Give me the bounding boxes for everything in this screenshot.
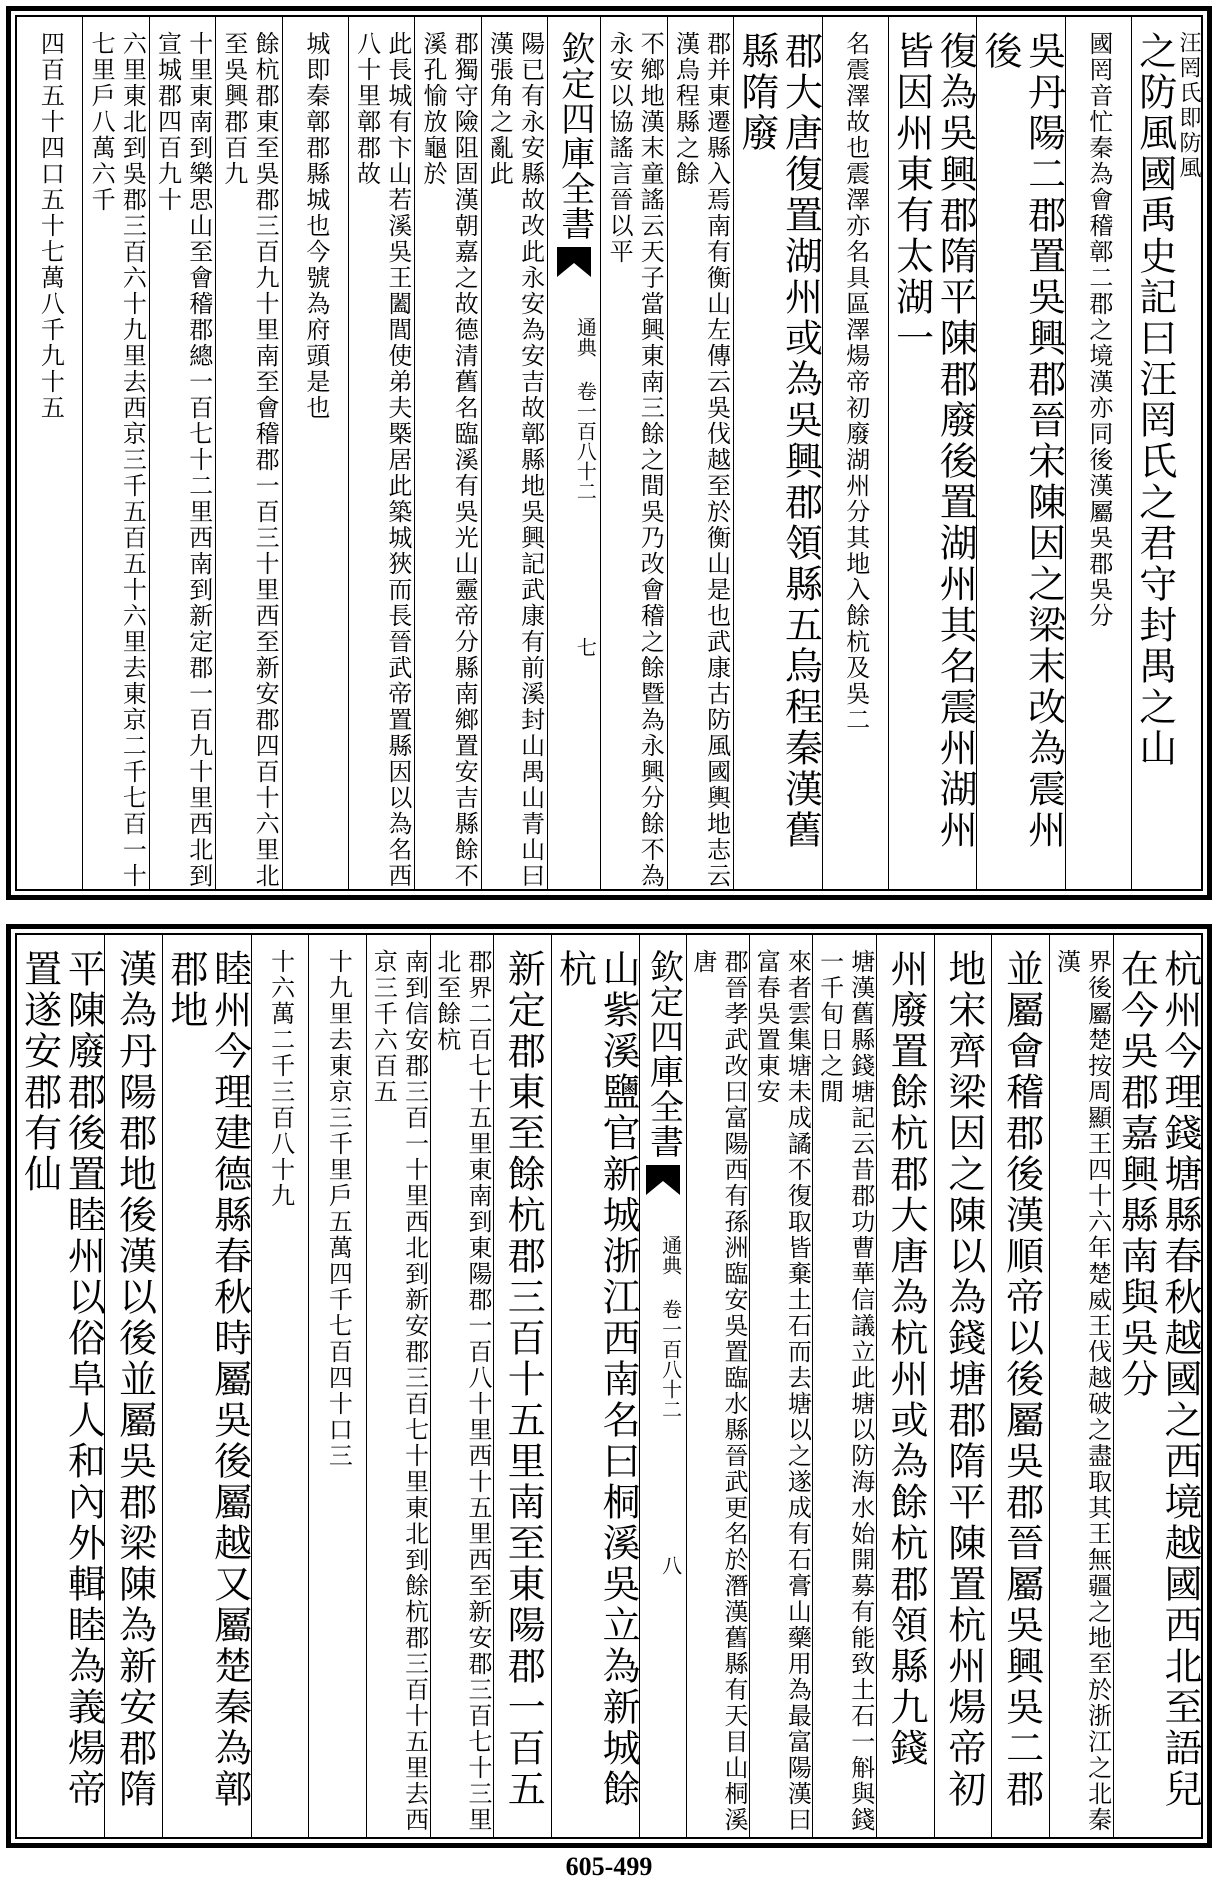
column-text: 漢為丹陽郡地後漢以後並屬吳郡梁陳為新安郡隋 xyxy=(112,949,157,1810)
text-column xyxy=(1131,17,1201,889)
column-text: 此長城有卞山若溪吳王闔閭使弟夫槩居此築城狹而長晉武帝置縣因以為名西八十里鄣郡故 xyxy=(352,31,412,889)
text-column xyxy=(17,17,82,889)
column-text: 六里東北到吳郡三百六十九里去西京三千五百五十六里去東京二千七百一十七里戶八萬六千 xyxy=(87,31,147,889)
top-column-grid xyxy=(15,15,1203,891)
column-text: 吳丹陽二郡置吳興郡晉宋陳因之梁末改為震州後 xyxy=(977,31,1066,851)
column-annotation: 汪罔氏即防風 xyxy=(1176,31,1201,181)
text-column xyxy=(82,17,148,889)
column-text: 名震澤故也震澤亦名具區澤煬帝初廢湖州分其地入餘杭及吳二 xyxy=(841,31,870,733)
text-column xyxy=(215,17,281,889)
column-text: 杭州今理錢塘縣春秋越國之西境越國西北至語兒在今吳郡嘉興縣南與吳分 xyxy=(1114,949,1202,1810)
text-column xyxy=(1065,17,1131,889)
text-column xyxy=(282,17,348,889)
text-column xyxy=(749,935,812,1837)
running-header-title: 欽定四庫全書 xyxy=(554,31,595,241)
column-text: 餘杭郡東至吳郡三百九十里南至會稽郡一百三十里西至新安郡四百十六里北至吳興郡百九 xyxy=(219,31,280,889)
column-text: 並屬會稽郡後漢順帝以後屬吳郡晉屬吳興吳二郡 xyxy=(999,949,1044,1810)
text-column xyxy=(667,17,733,889)
column-text: 州廢置餘杭郡大唐為杭州或為餘杭郡領縣九錢 xyxy=(884,949,929,1769)
column-text: 陽已有永安縣故改此永安為安吉故鄣縣地吳興記武康有前溪封山禺山青山曰漢張角之亂此 xyxy=(485,31,545,889)
bottom-page-panel xyxy=(6,924,1212,1848)
column-text: 郡并東遷縣入焉南有衡山左傳云吳伐越至於衡山是也武康古防風國輿地志云漢烏程縣之餘 xyxy=(671,31,731,889)
column-text: 平陳廢郡後置睦州以俗阜人和內外輯睦為義煬帝置遂安郡有仙 xyxy=(17,949,106,1810)
text-column xyxy=(876,935,934,1837)
text-column xyxy=(991,935,1049,1837)
text-column xyxy=(149,17,215,889)
column-text: 之防風國禹史記曰汪罔氏之君守封禺之山 xyxy=(1132,31,1177,769)
text-column xyxy=(1113,935,1201,1837)
page-number: 605-499 xyxy=(565,1852,653,1881)
text-column xyxy=(1049,935,1112,1837)
fish-tail-marker-icon xyxy=(557,247,591,277)
column-text: 新定郡東至餘杭郡三百十五里南至東陽郡一百五 xyxy=(501,949,546,1810)
text-column xyxy=(366,935,429,1837)
column-text: 南到信安郡三百一十里西北到新安郡三百七十里東北到餘杭郡三百十五里去西京三千六百五 xyxy=(369,949,429,1833)
column-text: 郡獨守險阻固漢朝嘉之故德清舊名臨溪有吳光山靈帝分縣南鄉置安吉縣餘不溪孔愉放龜於 xyxy=(419,31,479,889)
column-text: 山紫溪鹽官新城浙江西南名曰桐溪吳立為新城餘杭 xyxy=(552,949,641,1810)
text-column xyxy=(600,17,666,889)
column-text: 郡界二百七十五里東南到東陽郡一百八十里西十五里西至新安郡三百七十三里北至餘杭 xyxy=(432,949,492,1833)
text-column xyxy=(551,935,639,1837)
column-text: 地宋齊梁因之陳以為錢塘郡隋平陳置杭州煬帝初 xyxy=(941,949,986,1810)
text-column xyxy=(888,17,976,889)
column-text: 不鄉地漢末童謠云天子當興東南三餘之間吳乃改會稽之餘暨為永興分餘不為永安以協謠言晉以平 xyxy=(605,31,665,889)
text-column xyxy=(308,935,366,1837)
top-page-panel xyxy=(6,6,1212,900)
column-text: 四百五十四口五十七萬八千九十五 xyxy=(36,31,65,421)
text-column xyxy=(348,17,414,889)
leaf-number: 七 xyxy=(573,637,598,657)
column-text: 來者雲集塘未成譎不復取皆棄土石而去塘以之遂成有石膏山藥用為最富陽漢曰富春吳置東安 xyxy=(752,949,812,1833)
column-text: 十六萬二千三百八十九 xyxy=(266,949,295,1209)
text-column xyxy=(733,17,821,889)
column-text: 復為吳興郡隋平陳郡廢後置湖州其名震州湖州皆因州東有太湖一 xyxy=(889,31,978,851)
text-column xyxy=(976,17,1064,889)
fish-tail-marker-icon xyxy=(646,1165,680,1195)
volume-label: 通典 卷一百八十二 xyxy=(573,317,598,501)
text-column xyxy=(414,17,480,889)
running-header-column xyxy=(547,17,600,889)
column-text: 十里東南到樂思山至會稽郡總一百七十二里西南到新定郡一百九十里西北到宣城郡四百九十 xyxy=(153,31,213,889)
running-header-title: 欽定四庫全書 xyxy=(643,949,684,1159)
leaf-number: 八 xyxy=(658,1555,683,1575)
column-text: 郡晉孝武改曰富陽西有孫洲臨安吳置臨水縣晉武更名於潛漢舊縣有天目山桐溪唐 xyxy=(688,949,749,1833)
column-text: 城即秦鄣郡縣城也今號為府頭是也 xyxy=(301,31,330,421)
column-text: 郡大唐復置湖州或為吳興郡領縣五烏程秦漢舊縣隋廢 xyxy=(734,31,823,851)
running-header-column xyxy=(639,935,685,1837)
text-column xyxy=(481,17,547,889)
column-text: 塘漢舊縣錢塘記云昔郡功曹華信議立此塘以防海水始開募有能致土石一斛與錢一千旬日之閒 xyxy=(815,949,875,1833)
text-column xyxy=(162,935,250,1837)
column-text: 界後屬楚按周顯王四十六年楚威王伐越破之盡取其王無疆之地至於浙江之北秦漢 xyxy=(1052,949,1112,1833)
text-column xyxy=(934,935,992,1837)
text-column xyxy=(686,935,749,1837)
text-column xyxy=(251,935,309,1837)
column-text: 睦州今理建德縣春秋時屬吳後屬越又屬楚秦為鄣郡地 xyxy=(163,949,252,1810)
text-column xyxy=(812,935,875,1837)
volume-label: 通典 卷一百八十二 xyxy=(658,1235,683,1419)
text-column xyxy=(104,935,162,1837)
text-column xyxy=(430,935,493,1837)
text-column xyxy=(822,17,888,889)
text-column xyxy=(17,935,104,1837)
text-column xyxy=(493,935,551,1837)
column-text: 十九里去東京三千里戶五萬四千七百四十口三 xyxy=(324,949,353,1469)
bottom-column-grid xyxy=(15,933,1203,1839)
column-text: 國罔音忙秦為會稽鄣二郡之境漢亦同後漢屬吳郡吳分 xyxy=(1084,31,1113,629)
